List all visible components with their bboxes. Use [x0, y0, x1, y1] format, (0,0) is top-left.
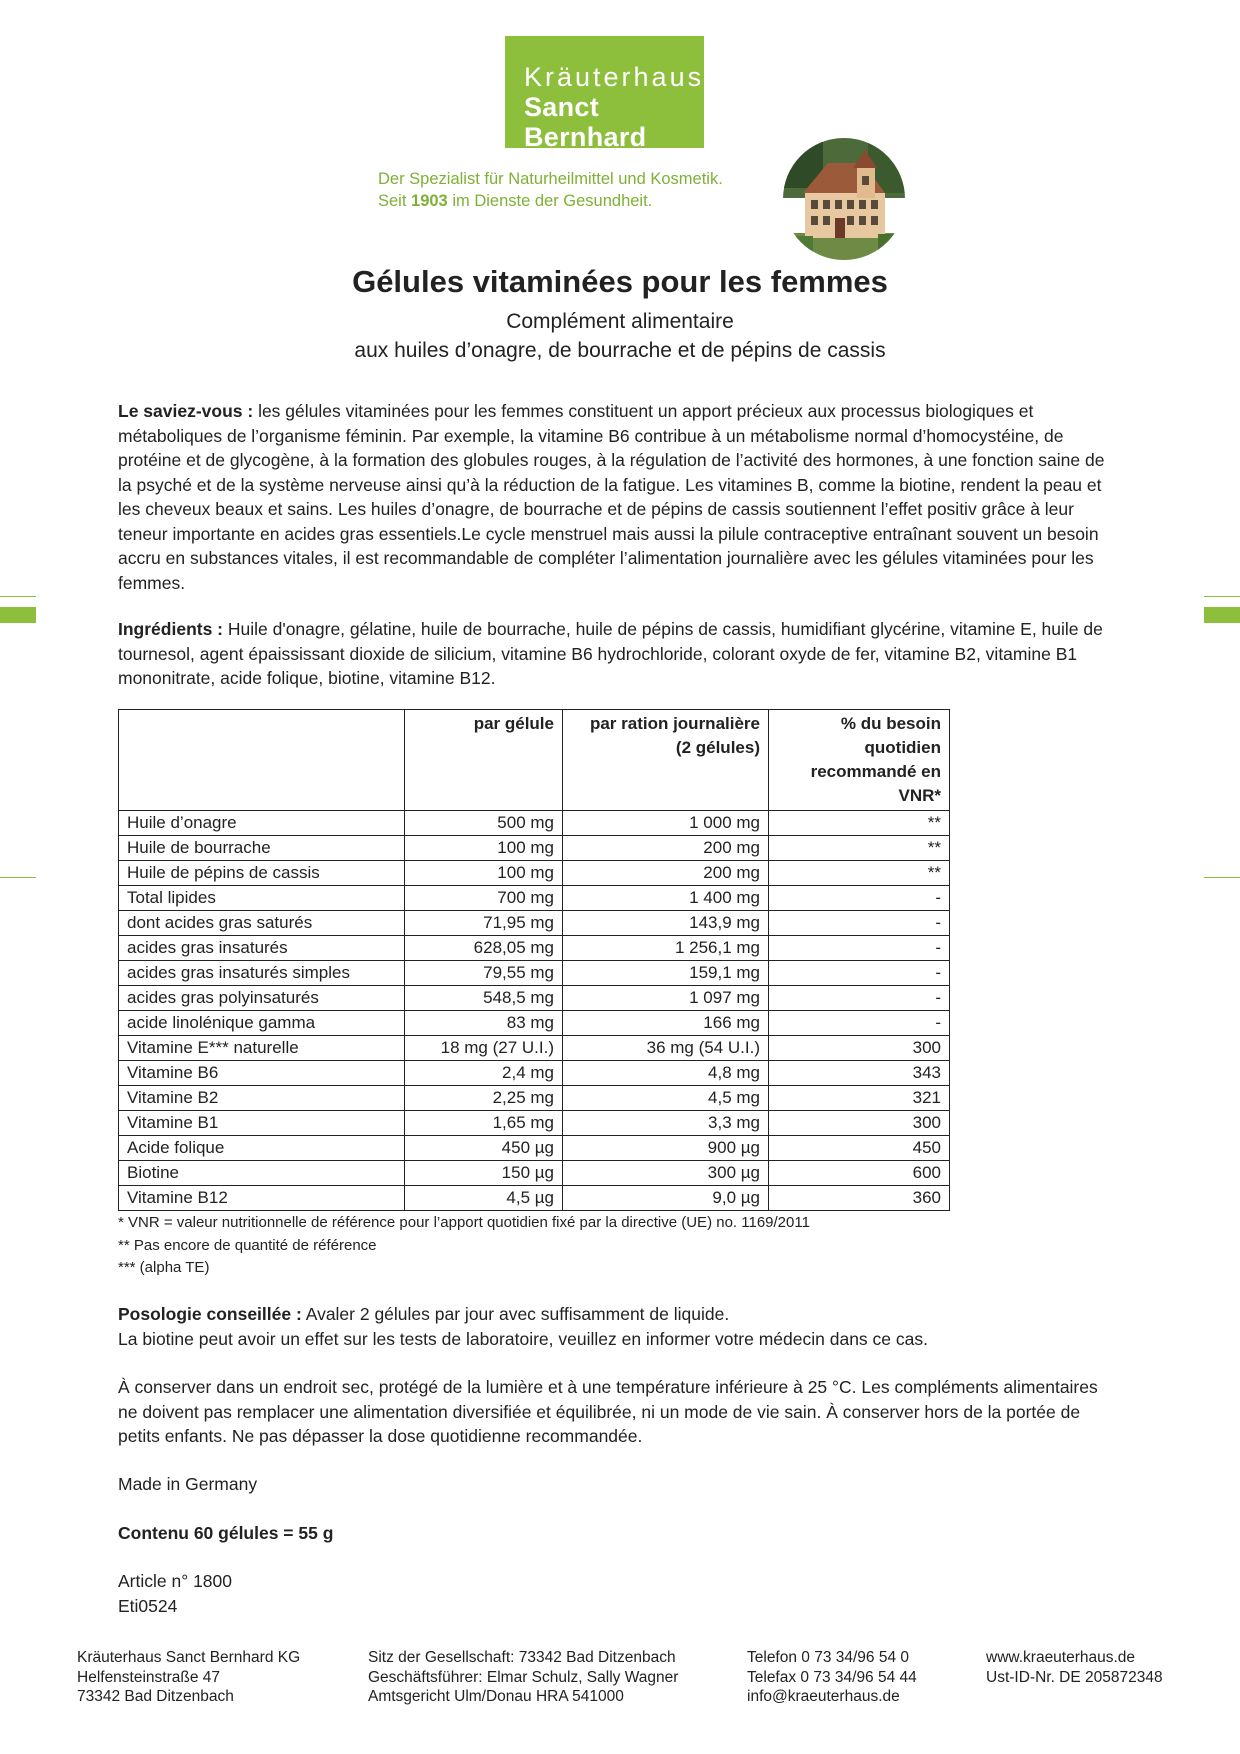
nutrient-value: 2,25 mg	[405, 1086, 563, 1111]
dosage-label: Posologie conseillée :	[118, 1304, 302, 1324]
table-row	[119, 886, 950, 911]
nutrient-value: 200 mg	[563, 836, 769, 861]
nutrient-value: 200 mg	[563, 861, 769, 886]
nutrient-name: acides gras polyinsaturés	[119, 986, 405, 1011]
nutrient-name: Acide folique	[119, 1136, 405, 1161]
table-header-cell: par ration journalière (2 gélules)	[563, 710, 769, 811]
nutrient-name: dont acides gras saturés	[119, 911, 405, 936]
brand-name-line1: Kräuterhaus	[524, 62, 705, 92]
nutrient-value: 83 mg	[405, 1011, 563, 1036]
table-row	[119, 861, 950, 886]
dosage-paragraph	[118, 1302, 1118, 1351]
table-header-cell: par gélule	[405, 710, 563, 811]
nutrient-value: 360	[769, 1186, 950, 1211]
nutrient-value: -	[769, 886, 950, 911]
nutrient-value: 18 mg (27 U.I.)	[405, 1036, 563, 1061]
table-row	[119, 1161, 950, 1186]
nutrient-value: 36 mg (54 U.I.)	[563, 1036, 769, 1061]
nutrient-value: 159,1 mg	[563, 961, 769, 986]
nutrient-name: acides gras insaturés simples	[119, 961, 405, 986]
nutrient-value: 1 256,1 mg	[563, 936, 769, 961]
footnote: *** (alpha TE)	[118, 1259, 210, 1276]
side-line-left-bottom	[0, 877, 36, 878]
nutrient-name: Vitamine B2	[119, 1086, 405, 1111]
side-line-left-top	[0, 596, 36, 597]
nutrient-value: 343	[769, 1061, 950, 1086]
nutrient-name: Huile d’onagre	[119, 811, 405, 836]
nutrient-value: 166 mg	[563, 1011, 769, 1036]
nutrient-value: 1 097 mg	[563, 986, 769, 1011]
nutrient-value: 9,0 µg	[563, 1186, 769, 1211]
side-line-right-top	[1204, 596, 1240, 597]
ingredients-label: Ingrédients :	[118, 619, 224, 639]
nutrient-value: 900 µg	[563, 1136, 769, 1161]
storage-paragraph: À conserver dans un endroit sec, protégé de la lumière et à une température inférieure à 25 °C. Les compléments alimentaires ne doivent pas remplacer une alimentation diversifiée et équilibrée, ni un mode de vie sain. À conserver hors de la portée de petits enfants. Ne pas dépasser la dose quotidienne recommandée.	[118, 1377, 1098, 1446]
table-row	[119, 1061, 950, 1086]
product-title: Gélules vitaminées pour les femmes	[352, 264, 888, 299]
table-row	[119, 811, 950, 836]
table-row	[119, 961, 950, 986]
nutrient-value: 100 mg	[405, 836, 563, 861]
table-row	[119, 1186, 950, 1211]
nutrient-name: Vitamine E*** naturelle	[119, 1036, 405, 1061]
ingredients-paragraph	[118, 617, 1118, 691]
nutrient-value: 4,5 µg	[405, 1186, 563, 1211]
side-mark-right	[1204, 607, 1240, 623]
nutrient-value: 450 µg	[405, 1136, 563, 1161]
footer-contact: Telefon 0 73 34/96 54 0 Telefax 0 73 34/96 54 44 info@kraeuterhaus.de	[747, 1649, 917, 1705]
nutrient-value: -	[769, 911, 950, 936]
table-row	[119, 836, 950, 861]
nutrient-value: 300	[769, 1036, 950, 1061]
table-row	[119, 986, 950, 1011]
nutrient-value: 4,5 mg	[563, 1086, 769, 1111]
table-header-row	[119, 710, 950, 811]
footer-company: Kräuterhaus Sanct Bernhard KG Helfensteinstraße 47 73342 Bad Ditzenbach	[77, 1649, 301, 1705]
nutrient-name: Biotine	[119, 1161, 405, 1186]
nutrient-value: 143,9 mg	[563, 911, 769, 936]
table-row	[119, 936, 950, 961]
nutrient-value: 700 mg	[405, 886, 563, 911]
contents: Contenu 60 gélules = 55 g	[118, 1523, 334, 1543]
nutrient-value: 2,4 mg	[405, 1061, 563, 1086]
table-row	[119, 911, 950, 936]
table-row	[119, 1136, 950, 1161]
tagline-line2: Seit 1903 im Dienste der Gesundheit.	[378, 192, 653, 210]
nutrition-table	[118, 709, 950, 1211]
nutrient-value: 1,65 mg	[405, 1111, 563, 1136]
table-header-cell	[119, 710, 405, 811]
nutrient-value: **	[769, 861, 950, 886]
dosage-text: Avaler 2 gélules par jour avec suffisamment de liquide.	[301, 1304, 730, 1324]
nutrient-value: 150 µg	[405, 1161, 563, 1186]
nutrient-value: 300	[769, 1111, 950, 1136]
nutrient-value: 4,8 mg	[563, 1061, 769, 1086]
building-photo	[783, 138, 905, 260]
side-line-right-bottom	[1204, 877, 1240, 878]
nutrient-name: acide linolénique gamma	[119, 1011, 405, 1036]
nutrient-value: 600	[769, 1161, 950, 1186]
nutrient-value: 450	[769, 1136, 950, 1161]
nutrient-value: **	[769, 836, 950, 861]
footer-web: www.kraeuterhaus.de Ust-ID-Nr. DE 205872348	[986, 1649, 1163, 1686]
nutrient-value: 321	[769, 1086, 950, 1111]
intro-paragraph	[118, 399, 1118, 595]
brand-name-line2: Sanct Bernhard	[524, 92, 647, 152]
nutrient-name: acides gras insaturés	[119, 936, 405, 961]
table-row	[119, 1086, 950, 1111]
nutrient-value: 3,3 mg	[563, 1111, 769, 1136]
nutrient-name: Total lipides	[119, 886, 405, 911]
brand-logo	[505, 36, 705, 152]
ingredients-text: Huile d'onagre, gélatine, huile de bourrache, huile de pépins de cassis, humidifiant glycérine, vitamine E, huile de tournesol, agent épaississant dioxide de silicium, vitamine B6 hydrochloride, colorant oxyde de fer, vitamine B2, vitamine B1 mononitrate, acide folique, biotine, vitamine B12.	[118, 619, 1103, 688]
table-header-cell: % du besoin quotidien recommandé en VNR*	[769, 710, 950, 811]
brand-tagline	[378, 168, 723, 212]
nutrient-value: 71,95 mg	[405, 911, 563, 936]
nutrient-value: 1 000 mg	[563, 811, 769, 836]
nutrient-name: Vitamine B1	[119, 1111, 405, 1136]
nutrient-value: -	[769, 986, 950, 1011]
nutrient-value: 548,5 mg	[405, 986, 563, 1011]
footnote: ** Pas encore de quantité de référence	[118, 1236, 377, 1254]
table-row	[119, 1036, 950, 1061]
eti-code: Eti0524	[118, 1596, 178, 1616]
nutrient-name: Vitamine B12	[119, 1186, 405, 1211]
table-row	[119, 1111, 950, 1136]
nutrient-name: Huile de bourrache	[119, 836, 405, 861]
tagline-line1: Der Spezialist für Naturheilmittel und Kosmetik.	[378, 170, 723, 188]
email-link[interactable]: info@kraeuterhaus.de	[747, 1688, 900, 1705]
side-mark-left	[0, 607, 36, 623]
dosage-note: La biotine peut avoir un effet sur les tests de laboratoire, veuillez en informer votre médecin dans ce cas.	[118, 1328, 928, 1349]
table-row	[119, 1011, 950, 1036]
nutrient-value: -	[769, 1011, 950, 1036]
article-number: Article n° 1800	[118, 1571, 233, 1591]
intro-text: les gélules vitaminées pour les femmes constituent un apport précieux aux processus biologiques et métaboliques de l’organisme féminin. Par exemple, la vitamine B6 contribue à un métabolisme normal d’homocystéine, de protéine et de glycogène, à la formation des globules rouges, à la régulation de l’activité des hormones, à une fonction saine de la psyché et de la système nerveuse ainsi qu’à la réduction de la fatigue. Les vitamines B, comme la biotine, rendent la peau et les cheveux beaux et sains. Les huiles d’onagre, de bourrache et de pépins de cassis soutiennent l’effet positiv grâce à leur teneur importante en acides gras essentiels.Le cycle menstruel mais aussi la pilule contraceptive entraînant souvent un besoin accru en substances vitales, il est recommandable de compléter l’alimentation journalière avec les gélules vitaminées pour les femmes.	[118, 401, 1105, 593]
nutrient-value: -	[769, 961, 950, 986]
nutrient-name: Vitamine B6	[119, 1061, 405, 1086]
website-link[interactable]: www.kraeuterhaus.de	[986, 1649, 1136, 1666]
nutrient-value: 500 mg	[405, 811, 563, 836]
nutrient-value: 79,55 mg	[405, 961, 563, 986]
nutrient-name: Huile de pépins de cassis	[119, 861, 405, 886]
nutrient-value: 628,05 mg	[405, 936, 563, 961]
nutrient-value: 100 mg	[405, 861, 563, 886]
nutrient-value: 1 400 mg	[563, 886, 769, 911]
footer-registry: Sitz der Gesellschaft: 73342 Bad Ditzenbach Geschäftsführer: Elmar Schulz, Sally Wagner Amtsgericht Ulm/Donau HRA 541000	[368, 1649, 679, 1705]
made-in: Made in Germany	[118, 1474, 258, 1494]
nutrient-value: -	[769, 936, 950, 961]
nutrient-value: **	[769, 811, 950, 836]
product-subtitle-1: Complément alimentaire	[506, 310, 734, 333]
footnotes	[118, 1212, 810, 1280]
nutrient-value: 300 µg	[563, 1161, 769, 1186]
product-subtitle-2: aux huiles d’onagre, de bourrache et de pépins de cassis	[354, 339, 886, 362]
footnote: * VNR = valeur nutritionnelle de référence pour l’apport quotidien fixé par la directive (UE) no. 1169/2011	[118, 1214, 810, 1231]
intro-label: Le saviez-vous :	[118, 401, 254, 421]
